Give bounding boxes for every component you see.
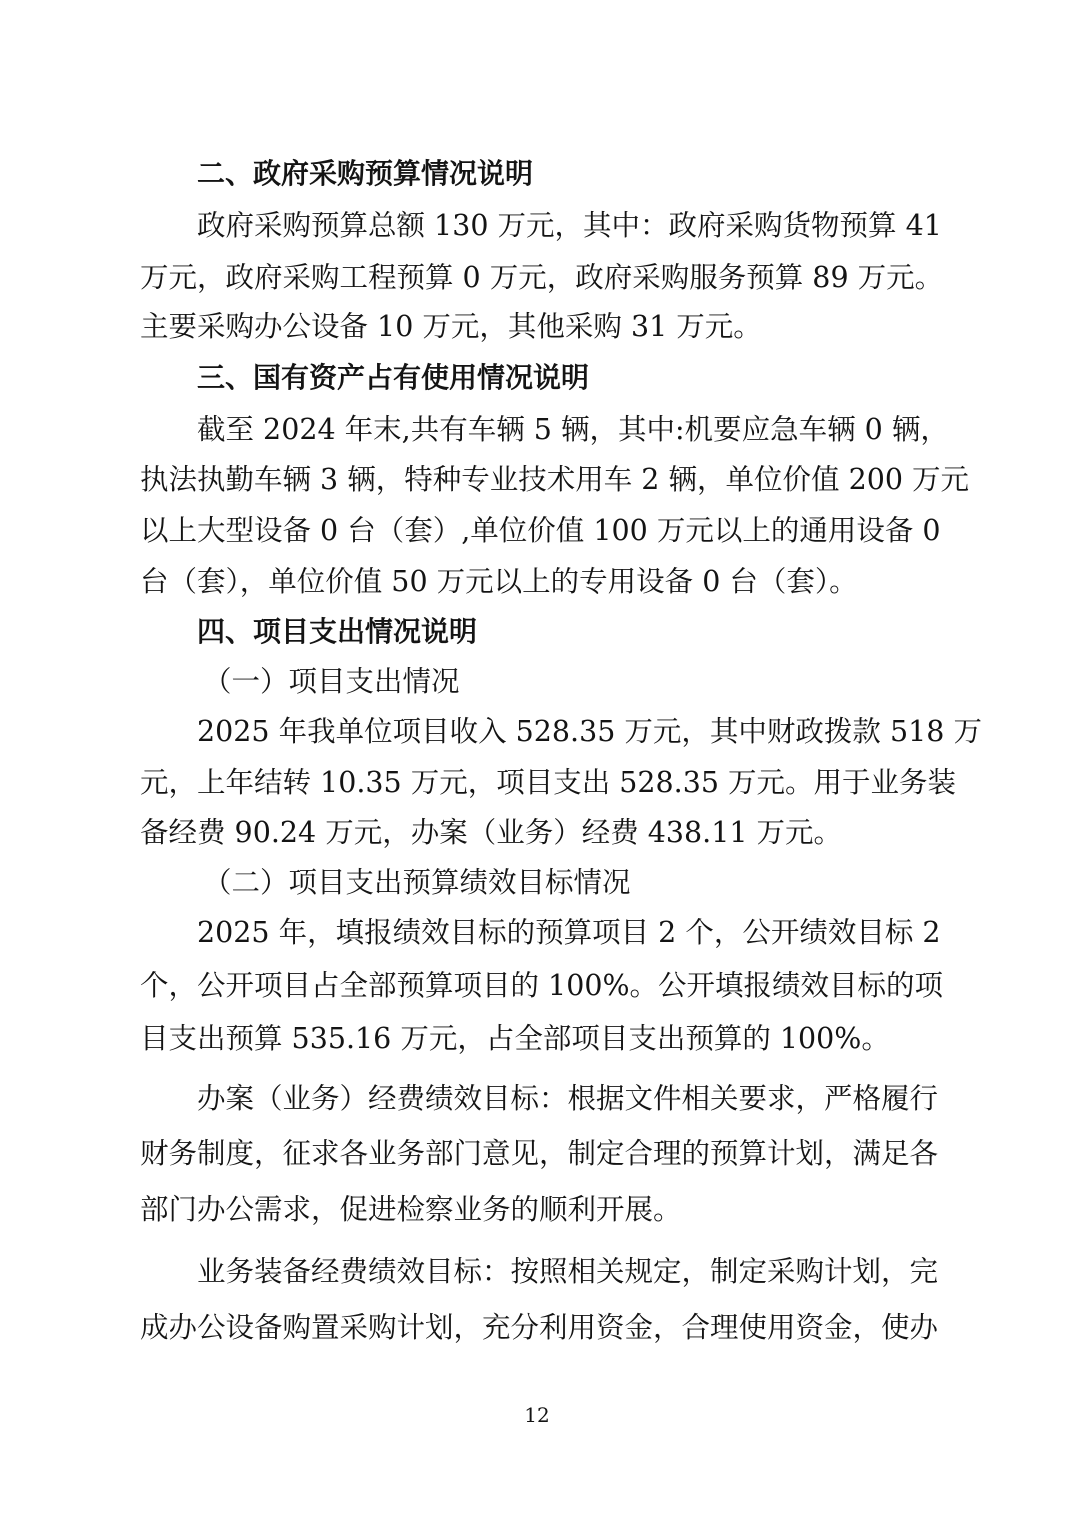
paragraph-line: 个，公开项目占全部预算项目的 100%。公开填报绩效目标的项 — [140, 969, 944, 1002]
paragraph-line: 执法执勤车辆 3 辆，特种专业技术用车 2 辆，单位价值 200 万元 — [140, 463, 970, 496]
paragraph-line: 业务装备经费绩效目标：按照相关规定，制定采购计划，完 — [197, 1255, 939, 1288]
section-heading: 二、政府采购预算情况说明 — [197, 157, 534, 190]
paragraph-line: 办案（业务）经费绩效目标：根据文件相关要求，严格履行 — [197, 1082, 939, 1115]
paragraph-line: 成办公设备购置采购计划，充分利用资金，合理使用资金，使办 — [140, 1311, 939, 1344]
paragraph-line: 截至 2024 年末,共有车辆 5 辆，其中:机要应急车辆 0 辆， — [197, 413, 949, 446]
subsection-heading: （一）项目支出情况 — [203, 665, 460, 698]
paragraph-line: 政府采购预算总额 130 万元，其中：政府采购货物预算 41 — [197, 209, 942, 242]
paragraph-line: 备经费 90.24 万元，办案（业务）经费 438.11 万元。 — [140, 816, 843, 849]
paragraph-line: 元，上年结转 10.35 万元，项目支出 528.35 万元。用于业务装 — [140, 766, 957, 799]
paragraph-line: 台（套），单位价值 50 万元以上的专用设备 0 台（套）。 — [140, 565, 858, 598]
paragraph-line: 主要采购办公设备 10 万元，其他采购 31 万元。 — [140, 310, 762, 343]
section-heading: 四、项目支出情况说明 — [197, 615, 478, 648]
paragraph-line: 目支出预算 535.16 万元，占全部项目支出预算的 100%。 — [140, 1022, 890, 1055]
paragraph-line: 2025 年，填报绩效目标的预算项目 2 个，公开绩效目标 2 — [197, 916, 941, 949]
paragraph-line: 2025 年我单位项目收入 528.35 万元，其中财政拨款 518 万 — [197, 715, 982, 748]
paragraph-line: 以上大型设备 0 台（套）,单位价值 100 万元以上的通用设备 0 — [140, 514, 941, 547]
paragraph-line: 部门办公需求，促进检察业务的顺利开展。 — [140, 1193, 682, 1226]
page-number: 12 — [524, 1403, 550, 1427]
paragraph-line: 万元，政府采购工程预算 0 万元，政府采购服务预算 89 万元。 — [140, 261, 944, 294]
subsection-heading: （二）项目支出预算绩效目标情况 — [203, 866, 631, 899]
paragraph-line: 财务制度，征求各业务部门意见，制定合理的预算计划，满足各 — [140, 1137, 939, 1170]
section-heading: 三、国有资产占有使用情况说明 — [197, 361, 590, 394]
